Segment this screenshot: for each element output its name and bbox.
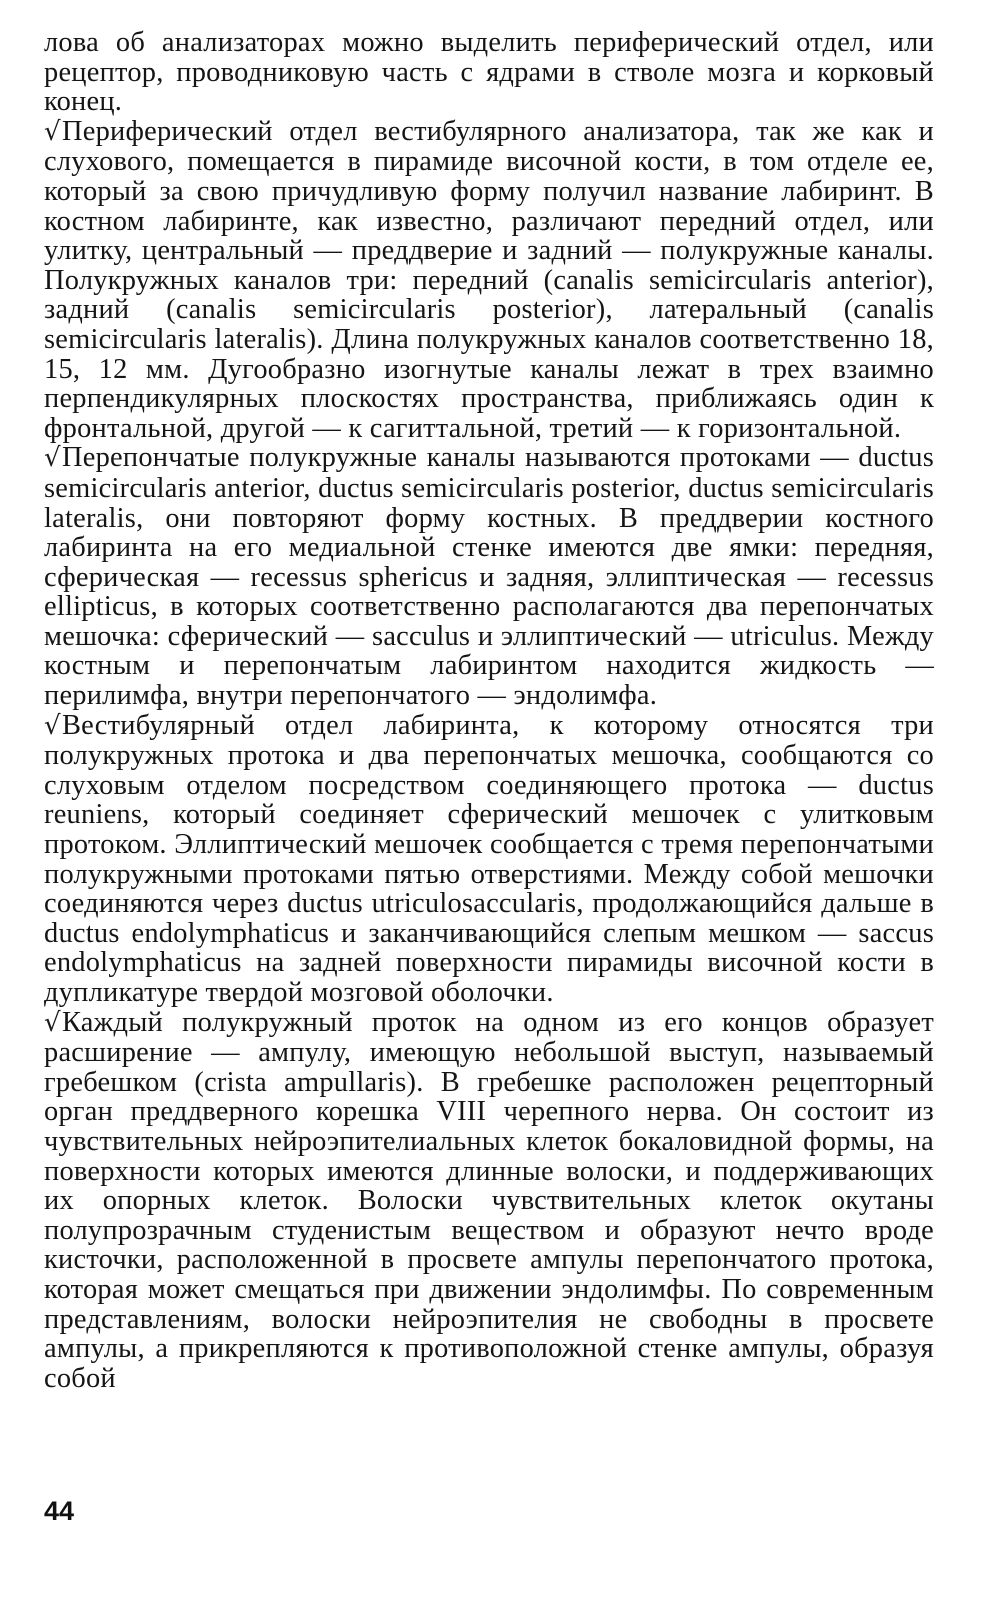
paragraph-1	[44, 28, 934, 117]
paragraph-5	[44, 1008, 934, 1394]
paragraph-4	[44, 711, 934, 1008]
paragraph-2	[44, 117, 934, 444]
paragraph-2-text: Периферический отдел вестибулярного анализатора, так же как и слухового, помещается в пирамиде височной кости, в том отделе ее, который за свою причудливую форму получил название лабиринт. В костном лабиринте, как известно, различают передний отдел, или улитку, центральный — преддверие и задний — полукружные каналы. Полукружных каналов три: передний (canalis semicircularis anterior), задний (canalis semicircularis posterior), латеральный (canalis semicircularis lateralis). Длина полукружных каналов соответственно 18, 15, 12 мм. Дугообразно изогнутые каналы лежат в трех взаимно перпендикулярных плоскостях пространства, приближаясь один к фронтальной, другой — к сагиттальной, третий — к горизонтальной.	[44, 115, 934, 444]
paragraph-3	[44, 443, 934, 710]
checkmark-icon: √	[44, 116, 61, 147]
paragraph-1-text: лова об анализаторах можно выделить периферический отдел, или рецептор, проводниковую часть с ядрами в стволе мозга и корковый конец.	[44, 27, 934, 118]
body-text	[44, 28, 934, 1393]
paragraph-3-text: Перепончатые полукружные каналы называются протоками — ductus semicircularis anterior, ductus semicircularis posterior, ductus semicircularis lateralis, они повторяют форму костных. В преддверии костного лабиринта на его медиальной стенке имеются две ямки: передняя, сферическая — recessus sphericus и задняя, эллиптическая — recessus ellipticus, в которых соответственно располагаются два перепончатых мешочка: сферический — sacculus и эллиптический — utriculus. Между костным и перепончатым лабиринтом находится жидкость — перилимфа, внутри перепончатого — эндолимфа.	[44, 442, 934, 712]
page-number: 44	[44, 1496, 75, 1526]
paragraph-4-text: Вестибулярный отдел лабиринта, к которому относятся три полукружных протока и два перепончатых мешочка, сообщаются со слуховым отделом посредством соединяющего протока — ductus reuniens, который соединяет сферический мешочек с улитковым протоком. Эллиптический мешочек сообщается с тремя перепончатыми полукружными протоками пятью отверстиями. Между собой мешочки соединяются через ductus utriculosaccularis, продолжающийся дальше в ductus endolymphaticus и заканчивающийся слепым мешком — saccus endolymphaticus на задней поверхности пирамиды височной кости в дупликатуре твердой мозговой оболочки.	[44, 709, 934, 1008]
checkmark-icon: √	[44, 443, 61, 474]
checkmark-icon: √	[44, 1007, 61, 1038]
paragraph-5-text: Каждый полукружный проток на одном из его концов образует расширение — ампулу, имеющую небольшой выступ, называемый гребешком (crista ampullaris). В гребешке расположен рецепторный орган преддверного корешка VIII черепного нерва. Он состоит из чувствительных нейроэпителиальных клеток бокаловидной формы, на поверхности которых имеются длинные волоски, и поддерживающих их опорных клеток. Волоски чувствительных клеток окутаны полупрозрачным студенистым веществом и образуют нечто вроде кисточки, расположенной в просвете ампулы перепончатого протока, которая может смещаться при движении эндолимфы. По современным представлениям, волоски нейроэпителия не свободны в просвете ампулы, а прикрепляются к противоположной стенке ампулы, образуя собой	[44, 1006, 934, 1394]
checkmark-icon: √	[44, 710, 61, 741]
